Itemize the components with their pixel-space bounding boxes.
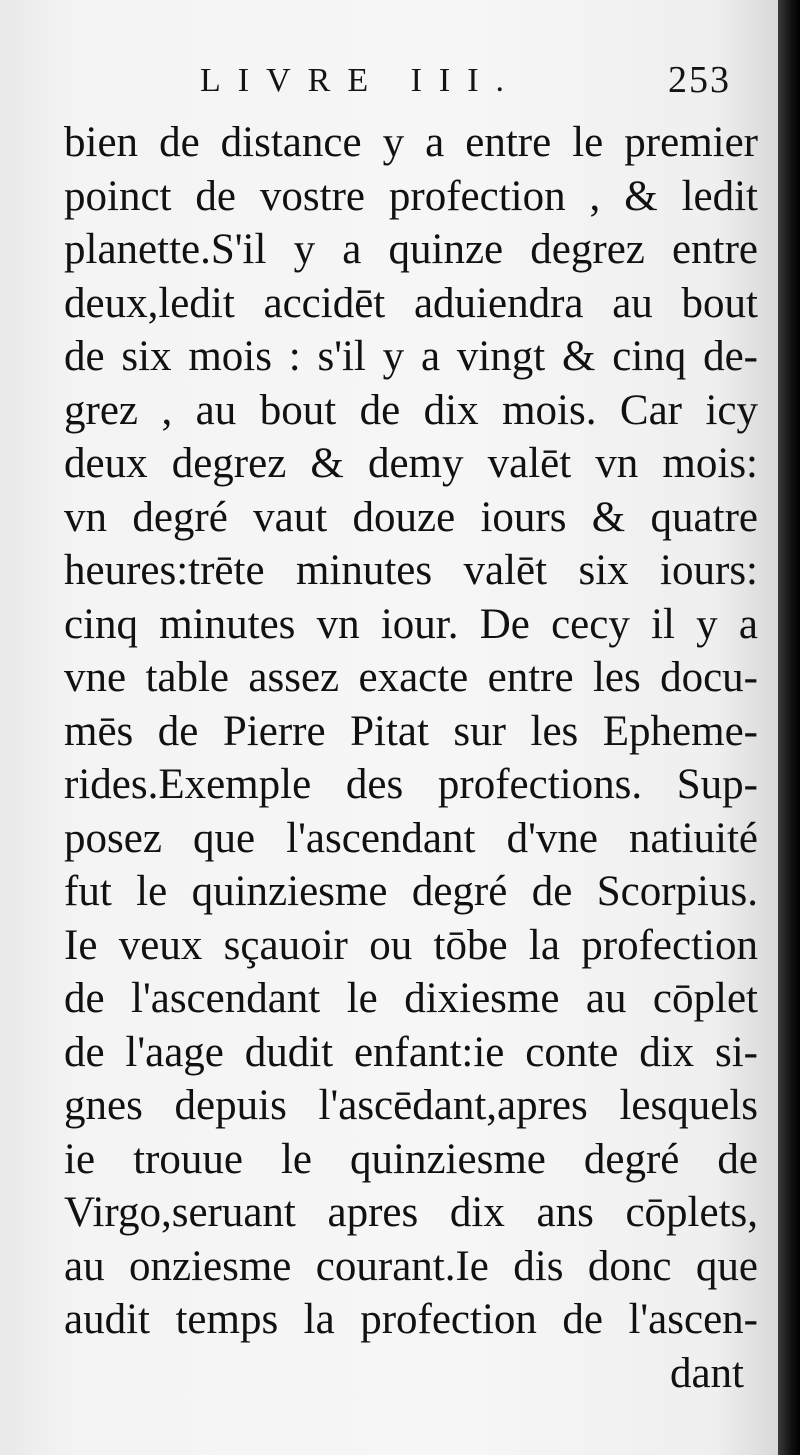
text-line: bien de distance y a entre le premier	[64, 119, 758, 166]
text-line: vne table assez exacte entre les docu-	[64, 654, 758, 701]
text-line: vn degré vaut douze iours & quatre	[64, 493, 758, 541]
text-line: heures:trēte minutes valēt six iours:	[64, 547, 758, 594]
text-line: deux,ledit accidēt aduiendra au bout	[64, 279, 758, 327]
page-header	[0, 56, 778, 100]
text-line: Ie veux sçauoir ou tōbe la profection	[64, 921, 758, 969]
text-line: posez que l'ascendant d'vne natiuité	[64, 814, 758, 862]
page-number: 253	[668, 59, 731, 101]
catchword: dant	[669, 1349, 744, 1397]
text-line: Virgo,seruant apres dix ans cōplets,	[64, 1189, 758, 1236]
text-line: rides.Exemple des profections. Sup-	[64, 761, 758, 808]
page-gutter-shadow	[778, 0, 800, 1455]
text-line: poinct de vostre profection , & ledit	[64, 172, 758, 220]
text-line: cinq minutes vn iour. De cecy il y a	[64, 600, 758, 648]
text-line: ie trouue le quinziesme degré de	[64, 1135, 758, 1183]
text-line: de six mois : s'il y a vingt & cinq de-	[64, 333, 758, 380]
text-line: mēs de Pierre Pitat sur les Epheme-	[64, 707, 758, 755]
running-head: LIVRE III.	[200, 62, 522, 99]
text-line: gnes depuis l'ascēdant,apres lesquels	[64, 1082, 758, 1129]
text-line: audit temps la profection de l'ascen-	[64, 1296, 758, 1343]
text-line: grez , au bout de dix mois. Car icy	[64, 386, 758, 434]
text-line: de l'ascendant le dixiesme au cōplet	[64, 975, 758, 1022]
text-line: deux degrez & demy valēt vn mois:	[64, 440, 758, 487]
text-line: de l'aage dudit enfant:ie conte dix si-	[64, 1028, 758, 1076]
text-line: fut le quinziesme degré de Scorpius.	[64, 868, 758, 915]
body-text	[64, 116, 758, 1400]
text-line: planette.S'il y a quinze degrez entre	[64, 226, 758, 273]
text-line: au onziesme courant.Ie dis donc que	[64, 1242, 758, 1290]
